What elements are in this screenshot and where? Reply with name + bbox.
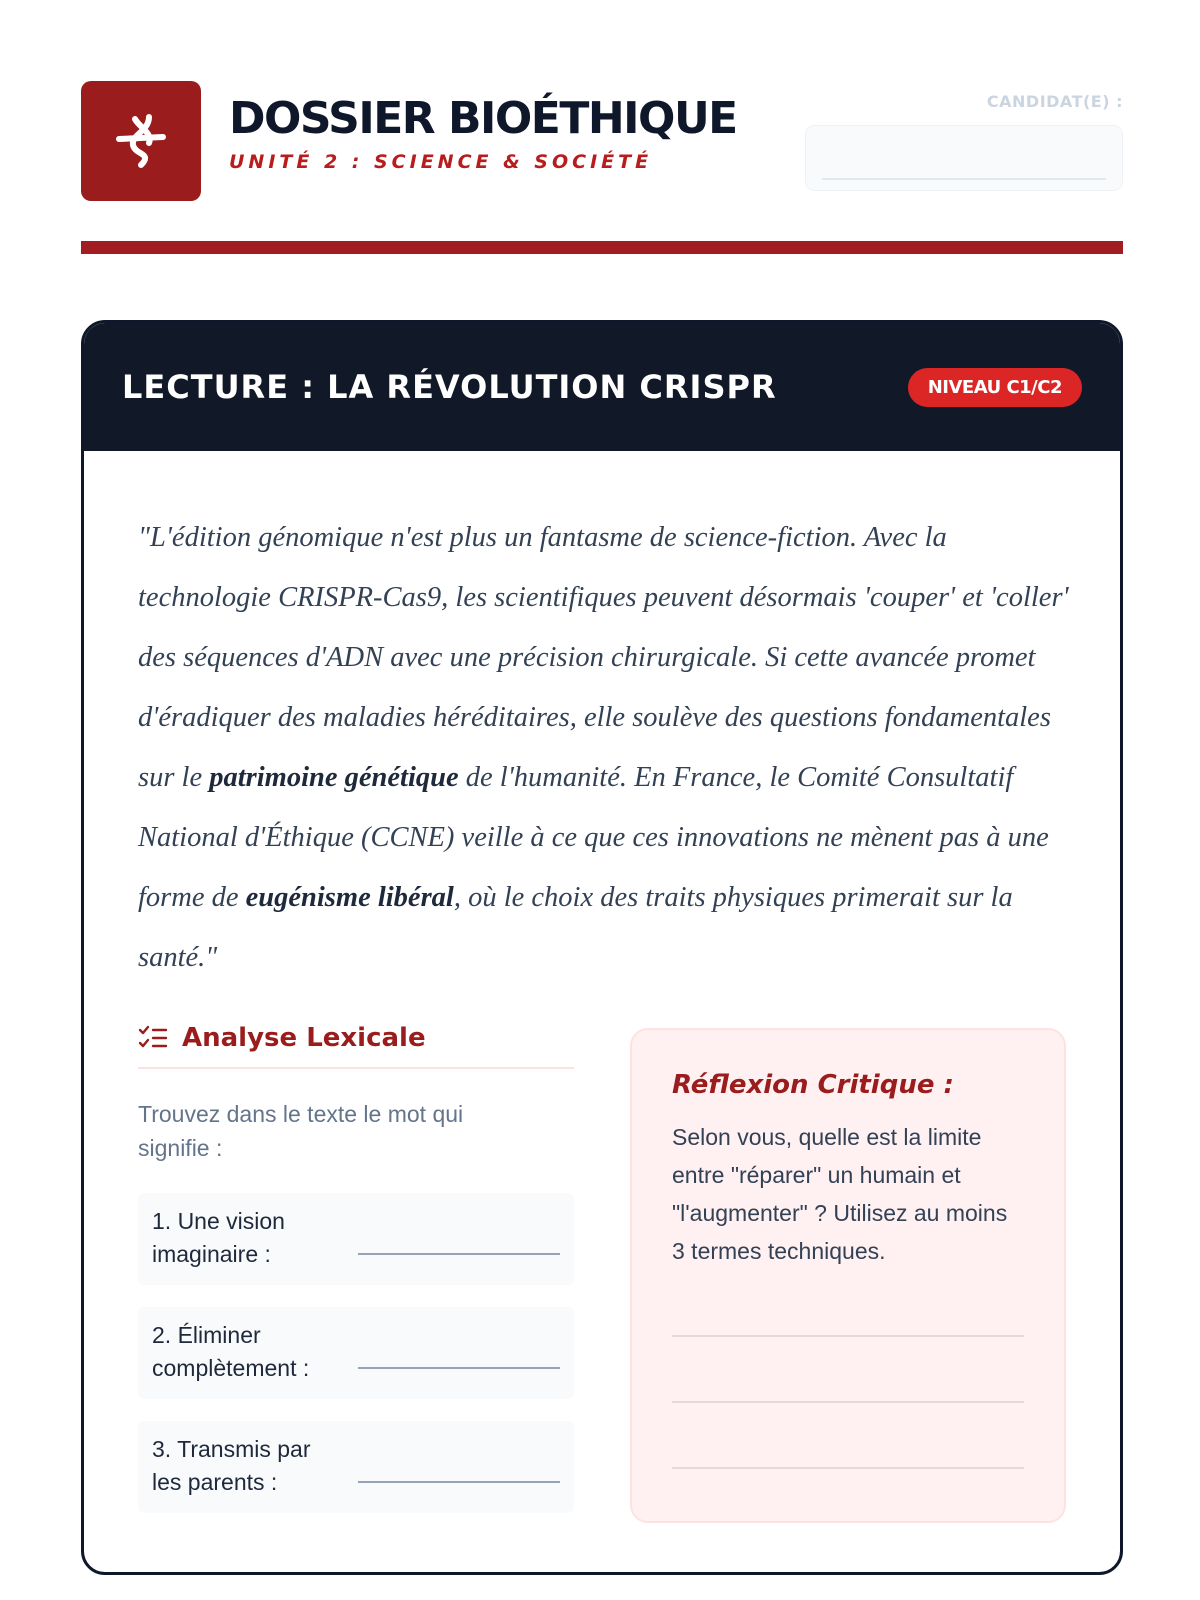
quote-bold-2: eugénisme libéral	[245, 882, 454, 913]
answer-line[interactable]	[358, 1367, 560, 1369]
answer-line[interactable]	[358, 1481, 560, 1483]
quote-bold-1: patrimoine génétique	[209, 762, 459, 793]
quote-text-1: "L'édition génomique n'est plus un fantasme de science-fiction. Avec la technologie CRISPR-Cas9, les scientifiques peuvent désormais 'couper' et 'coller' des séquences d'ADN avec une précision chirurgicale. Si cette avancée promet d'éradiquer des maladies héréditaires, elle soulève des questions fondamentales sur le	[138, 522, 1069, 793]
page-subtitle: UNITÉ 2 : SCIENCE & SOCIÉTÉ	[229, 151, 653, 174]
page-header	[81, 81, 1123, 201]
answer-line[interactable]	[358, 1253, 560, 1255]
lexical-question	[138, 1193, 574, 1285]
logo	[81, 81, 201, 201]
lexical-question	[138, 1307, 574, 1399]
reflection-title: Réflexion Critique :	[672, 1070, 954, 1100]
answer-line[interactable]	[672, 1401, 1024, 1403]
question-label: 2. Éliminer complètement :	[152, 1322, 310, 1381]
lexical-header	[138, 1023, 574, 1069]
quote-text-3: , où le choix des traits physiques primerait sur la santé."	[138, 882, 1013, 973]
lexical-section	[138, 1023, 574, 1513]
question-label: 3. Transmis par les parents :	[152, 1436, 311, 1495]
header-divider	[81, 241, 1123, 254]
reading-card	[81, 320, 1123, 1575]
answer-line[interactable]	[672, 1335, 1024, 1337]
page-title: DOSSIER BIOÉTHIQUE	[229, 93, 737, 144]
reflection-box	[630, 1028, 1066, 1523]
reading-card-header	[84, 323, 1120, 451]
candidate-label: CANDIDAT(E) :	[986, 92, 1123, 111]
dna-icon	[109, 109, 173, 173]
candidate-name-field[interactable]	[805, 125, 1123, 191]
question-label: 1. Une vision imaginaire :	[152, 1208, 285, 1267]
lexical-question	[138, 1421, 574, 1513]
quote-text-2: de l'humanité. En France, le Comité Consultatif National d'Éthique (CCNE) veille à ce que ces innovations ne mènent pas à une forme de	[138, 762, 1049, 913]
reading-quote	[138, 508, 1078, 988]
reflection-prompt: Selon vous, quelle est la limite entre "réparer" un humain et "l'augmenter" ? Utilisez au moins 3 termes techniques.	[672, 1124, 1008, 1264]
level-badge: NIVEAU C1/C2	[908, 368, 1082, 407]
checklist-icon	[138, 1025, 168, 1051]
lexical-title: Analyse Lexicale	[182, 1023, 426, 1053]
lexical-instruction: Trouvez dans le texte le mot qui signifie :	[138, 1101, 464, 1161]
candidate-underline	[822, 178, 1106, 180]
reading-title: LECTURE : LA RÉVOLUTION CRISPR	[122, 368, 777, 406]
answer-line[interactable]	[672, 1467, 1024, 1469]
